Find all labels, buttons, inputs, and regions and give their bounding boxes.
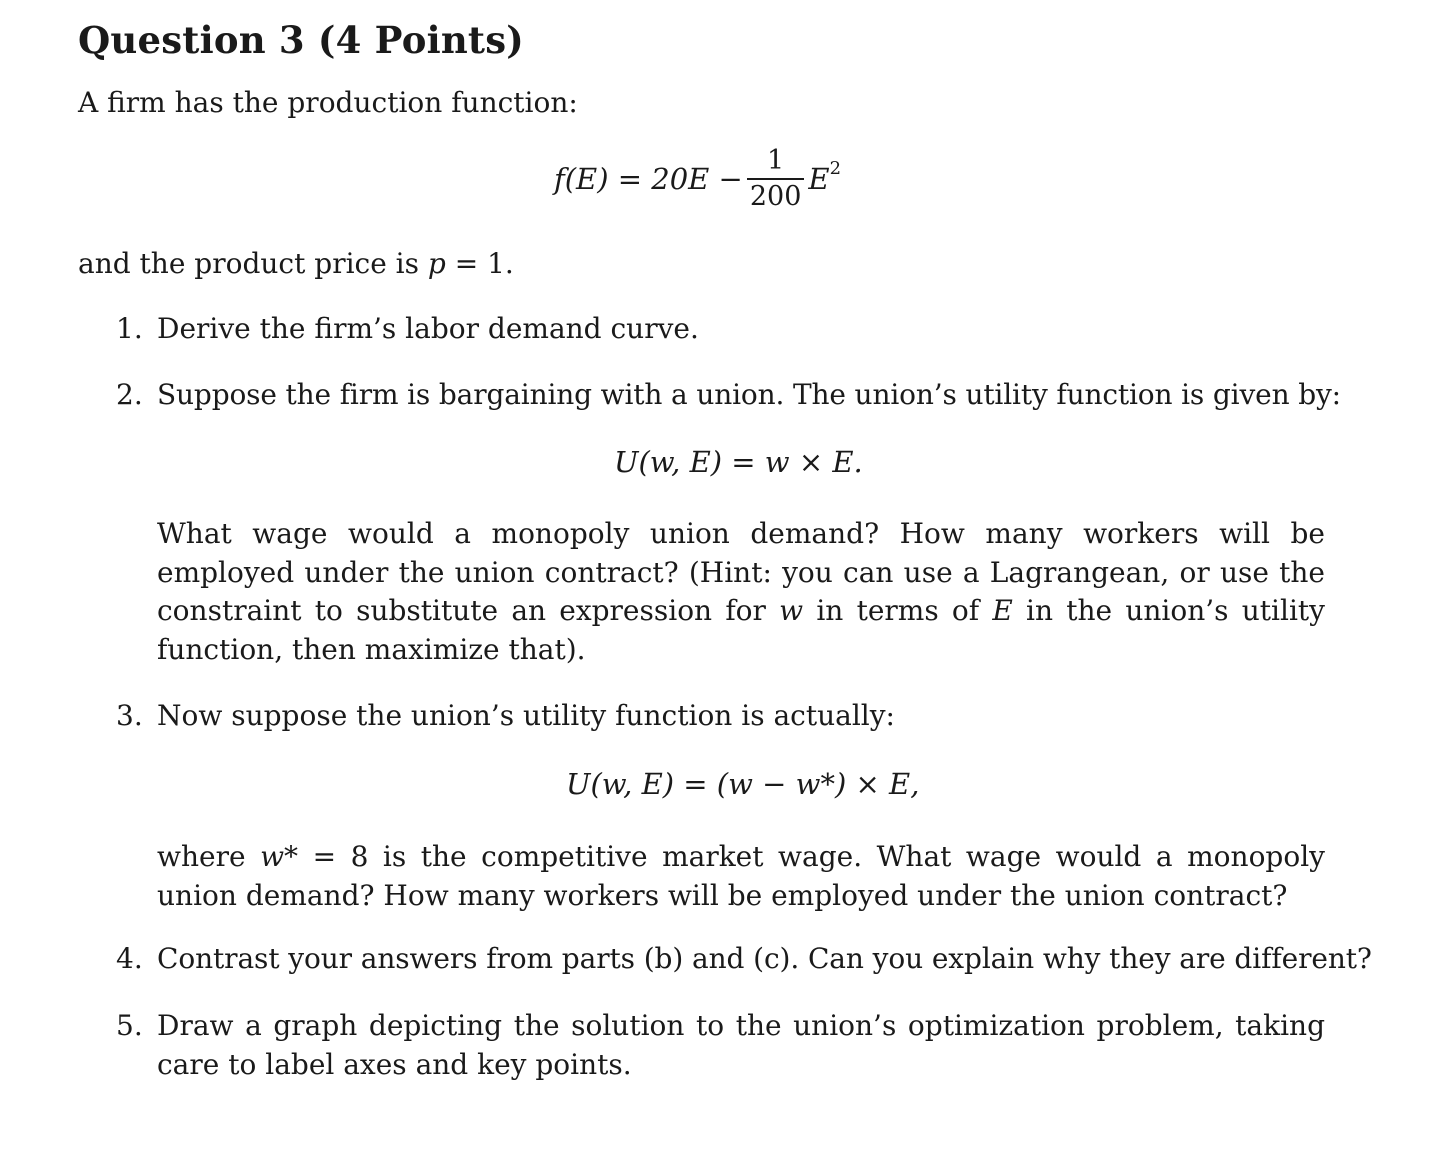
production-function-equation: f(E) = 20E − $\frac{1}{200}$ E $^2$ (554, 145, 842, 212)
item-4-number: 4. (116, 942, 143, 975)
production-eq-lhs: f(E) = 20E − (554, 161, 743, 196)
item-2-para-b: in terms of (803, 594, 993, 627)
item-2-text: Suppose the firm is bargaining with a union. The union’s utility function is given by: (157, 378, 1341, 411)
item-5-number: 5. (116, 1009, 143, 1042)
item-5-text: Draw a graph depicting the solution to the union’s optimization problem, taking care to label axes and key points. (157, 1009, 1325, 1081)
production-eq-tail: E (808, 161, 830, 196)
item-2-para-a: What wage would a monopoly union demand? How many workers will be employed under the union contract? (Hint: you can use a Lagrangean, or use the constraint to substitute an expression for (157, 517, 1325, 627)
item-4-text: Contrast your answers from parts (b) and (c). Can you explain why they are different? (157, 942, 1372, 975)
item-3-text: Now suppose the union’s utility function is actually: (157, 699, 895, 732)
item-3-number: 3. (116, 699, 143, 732)
item-2-para-c: in the union’s utility function, then maximize that). (157, 594, 1325, 666)
production-eq-fraction (747, 146, 805, 212)
item-2-var-w: w (779, 594, 804, 627)
item-2-paragraph (157, 515, 1325, 669)
item-3-para-a: where (157, 840, 261, 873)
price-variable: p (427, 247, 446, 280)
fraction-denominator: 200 (749, 180, 802, 212)
item-1-text: Derive the firm’s labor demand curve. (157, 312, 699, 345)
question-title: Question 3 (4 Points) (78, 18, 524, 62)
fraction-bar (747, 178, 805, 180)
item-3-paragraph (157, 838, 1325, 915)
union-utility-equation-1: U(w, E) = w × E. (614, 445, 863, 479)
intro-text: A firm has the production function: (78, 86, 578, 119)
item-2-var-e: E (992, 594, 1013, 627)
item-3-var-w: w* (260, 840, 299, 873)
price-line-text: and the product price is (78, 247, 428, 280)
price-line (78, 245, 514, 283)
item-2-number: 2. (116, 378, 143, 411)
price-line-rest: = 1. (445, 247, 514, 280)
item-3-para-b: = 8 is the competitive market wage. What wage would a monopoly union demand? How many workers will be employed under the union contract? (157, 840, 1325, 912)
item-1-number: 1. (116, 312, 143, 345)
fraction-numerator: 1 (767, 145, 785, 176)
union-utility-equation-2: U(w, E) = (w − w*) × E, (566, 767, 920, 801)
